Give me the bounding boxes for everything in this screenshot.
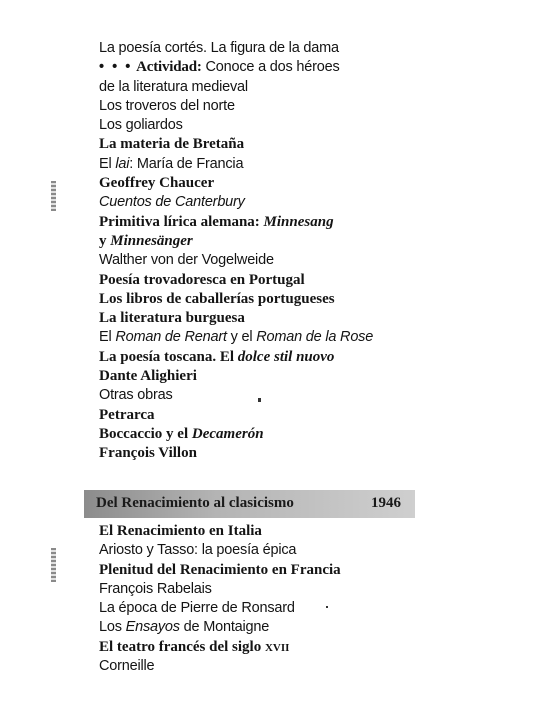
toc-heading: François Villon bbox=[99, 445, 197, 462]
toc-heading: Primitiva lírica alemana: Minnesang bbox=[99, 213, 334, 230]
toc-heading: La materia de Bretaña bbox=[99, 136, 245, 153]
toc-entry: La poesía cortés. La figura de la dama bbox=[99, 40, 339, 56]
toc-entry: La época de Pierre de Ronsard bbox=[99, 600, 295, 617]
toc-heading: La poesía toscana. El dolce stil nuovo bbox=[99, 348, 335, 365]
toc-heading: y Minnesänger bbox=[99, 232, 193, 249]
section-header-bar bbox=[84, 490, 415, 518]
scan-artifact bbox=[51, 181, 56, 211]
toc-entry: Walther von der Vogelweide bbox=[99, 252, 274, 269]
toc-heading: La literatura burguesa bbox=[99, 310, 245, 327]
toc-entry: Los Ensayos de Montaigne bbox=[99, 619, 270, 636]
toc-entry: Otras obras bbox=[99, 387, 173, 404]
toc-heading: Plenitud del Renacimiento en Francia bbox=[99, 561, 341, 578]
toc-entry: de la literatura medieval bbox=[99, 78, 248, 95]
toc-entry: Los troveros del norte bbox=[99, 97, 235, 114]
toc-heading: Petrarca bbox=[99, 406, 155, 423]
toc-entry: François Rabelais bbox=[99, 580, 212, 597]
toc-heading: Los libros de caballerías portugueses bbox=[99, 290, 335, 307]
toc-entry: El Roman de Renart y el Roman de la Rose bbox=[99, 329, 374, 346]
toc-list-medieval bbox=[99, 39, 479, 464]
toc-heading: Dante Alighieri bbox=[99, 368, 197, 385]
section-page-number: 1946 bbox=[371, 495, 401, 511]
toc-entry: Corneille bbox=[99, 658, 155, 675]
toc-entry-activity: • • • Actividad: Conoce a dos héroes bbox=[99, 59, 340, 76]
toc-entry: Ariosto y Tasso: la poesía épica bbox=[99, 542, 297, 559]
toc-entry: El lai: María de Francia bbox=[99, 155, 244, 172]
toc-heading: El teatro francés del siglo XVII bbox=[99, 638, 290, 655]
toc-heading: Geoffrey Chaucer bbox=[99, 175, 215, 192]
toc-entry: Los goliardos bbox=[99, 117, 183, 134]
bullet-dots: • • • bbox=[99, 59, 133, 76]
toc-heading: El Renacimiento en Italia bbox=[99, 523, 262, 539]
toc-entry: Cuentos de Canterbury bbox=[99, 194, 245, 211]
toc-heading: Poesía trovadoresca en Portugal bbox=[99, 271, 305, 288]
toc-list-renaissance bbox=[99, 522, 479, 676]
scan-artifact bbox=[51, 548, 56, 582]
toc-heading: Boccaccio y el Decamerón bbox=[99, 425, 264, 442]
section-title: Del Renacimiento al clasicismo bbox=[96, 495, 294, 511]
